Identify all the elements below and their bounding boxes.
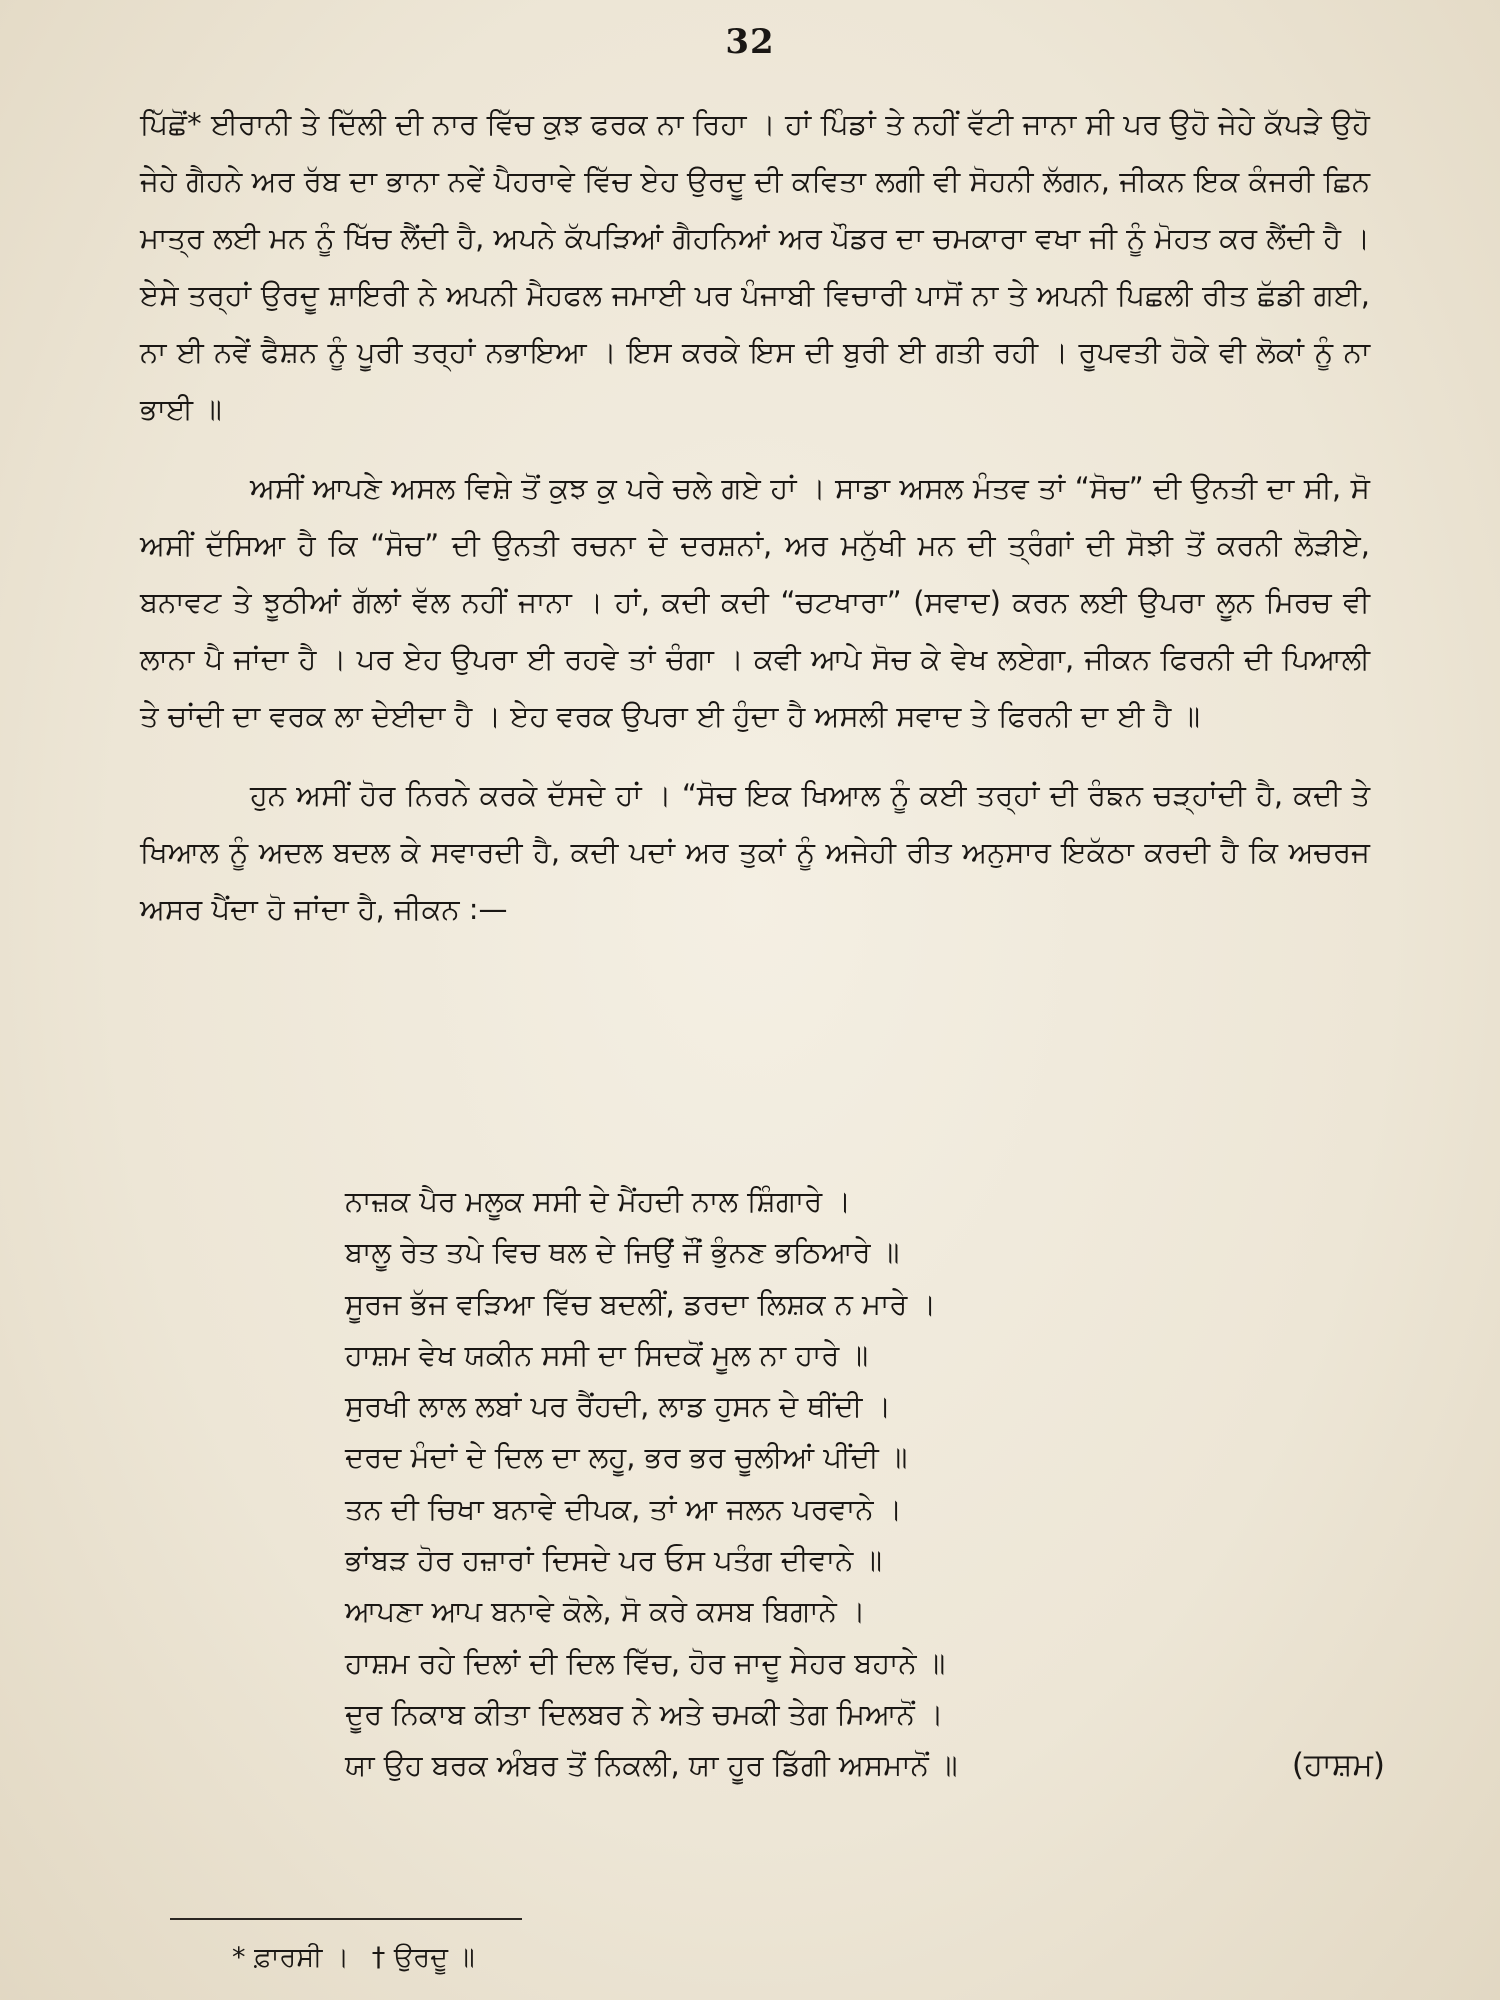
verse-line: ਭਾਂਬੜ ਹੋਰ ਹਜ਼ਾਰਾਂ ਦਿਸਦੇ ਪਰ ਓਸ ਪਤੰਗ ਦੀਵਾਨੇ ॥ — [345, 1543, 883, 1578]
paragraph-1: ਪਿੱਛੋਂ* ਈਰਾਨੀ ਤੇ ਦਿੱਲੀ ਦੀ ਨਾਰ ਵਿੱਚ ਕੁਝ ਫਰਕ ਨਾ ਰਿਹਾ । ਹਾਂ ਪਿੰਡਾਂ ਤੇ ਨਹੀਂ ਵੱਟੀ ਜਾਨਾ ਸੀ ਪਰ ਉਹੋ ਜੇਹੇ ਕੱਪੜੇ ਉਹੋ ਜੇਹੇ ਗੈਹਨੇ ਅਰ ਰੱਬ ਦਾ ਭਾਨਾ ਨਵੇਂ ਪੈਹਰਾਵੇ ਵਿੱਚ ਏਹ ਉਰਦੂ ਦੀ ਕਵਿਤਾ ਲਗੀ ਵੀ ਸੋਹਨੀ ਲੱਗਨ, ਜੀਕਨ ਇਕ ਕੰਜਰੀ ਛਿਨ ਮਾਤ੍ਰ ਲਈ ਮਨ ਨੂੰ ਖਿੱਚ ਲੈਂਦੀ ਹੈ, ਅਪਨੇ ਕੱਪੜਿਆਂ ਗੈਹਨਿਆਂ ਅਰ ਪੌਡਰ ਦਾ ਚਮਕਾਰਾ ਵਖਾ ਜੀ ਨੂੰ ਮੋਹਤ ਕਰ ਲੈਂਦੀ ਹੈ । ਏਸੇ ਤਰ੍ਹਾਂ ਉਰਦੂ ਸ਼ਾਇਰੀ ਨੇ ਅਪਨੀ ਮੈਹਫਲ ਜਮਾਈ ਪਰ ਪੰਜਾਬੀ ਵਿਚਾਰੀ ਪਾਸੋਂ ਨਾ ਤੇ ਅਪਨੀ ਪਿਛਲੀ ਰੀਤ ਛੱਡੀ ਗਈ, ਨਾ ਈ ਨਵੇਂ ਫੈਸ਼ਨ ਨੂੰ ਪੂਰੀ ਤਰ੍ਹਾਂ ਨਭਾਇਆ । ਇਸ ਕਰਕੇ ਇਸ ਦੀ ਬੁਰੀ ਈ ਗਤੀ ਰਹੀ । ਰੂਪਵਤੀ ਹੋਕੇ ਵੀ ਲੋਕਾਂ ਨੂੰ ਨਾ ਭਾਈ ॥ — [140, 107, 1370, 426]
verse-line: ਦੂਰ ਨਿਕਾਬ ਕੀਤਾ ਦਿਲਬਰ ਨੇ ਅਤੇ ਚਮਕੀ ਤੇਗ ਮਿਆਨੋਂ । — [345, 1696, 944, 1731]
verse-line: ਦਰਦ ਮੰਦਾਂ ਦੇ ਦਿਲ ਦਾ ਲਹੂ, ਭਰ ਭਰ ਚੂਲੀਆਂ ਪੀਂਦੀ ॥ — [345, 1440, 908, 1475]
paragraph-3: ਹੁਨ ਅਸੀਂ ਹੋਰ ਨਿਰਨੇ ਕਰਕੇ ਦੱਸਦੇ ਹਾਂ । “ਸੋਚ ਇਕ ਖਿਆਲ ਨੂੰ ਕਈ ਤਰ੍ਹਾਂ ਦੀ ਰੰਙਨ ਚੜ੍ਹਾਂਦੀ ਹੈ, ਕਦੀ ਤੇ ਖਿਆਲ ਨੂੰ ਅਦਲ ਬਦਲ ਕੇ ਸਵਾਰਦੀ ਹੈ, ਕਦੀ ਪਦਾਂ ਅਰ ਤੁਕਾਂ ਨੂੰ ਅਜੇਹੀ ਰੀਤ ਅਨੁਸਾਰ ਇਕੱਠਾ ਕਰਦੀ ਹੈ ਕਿ ਅਚਰਜ ਅਸਰ ਪੈਂਦਾ ਹੋ ਜਾਂਦਾ ਹੈ, ਜੀਕਨ :— — [140, 778, 1370, 926]
verse-line: ਬਾਲੂ ਰੇਤ ਤਪੇ ਵਿਚ ਥਲ ਦੇ ਜਿਉਂ ਜੌਂ ਭੁੰਨਣ ਭਠਿਆਰੇ ॥ — [345, 1235, 900, 1270]
verse-line: ਆਪਣਾ ਆਪ ਬਨਾਵੇ ਕੋਲੇ, ਸੋ ਕਰੇ ਕਸਬ ਬਿਗਾਨੇ । — [345, 1594, 866, 1629]
verse-line: ਸੁਰਖੀ ਲਾਲ ਲਬਾਂ ਪਰ ਰੈਂਹਦੀ, ਲਾਡ ਹੁਸਨ ਦੇ ਥੀਂਦੀ । — [345, 1389, 892, 1424]
verse-line: ਹਾਸ਼ਮ ਵੇਖ ਯਕੀਨ ਸਸੀ ਦਾ ਸਿਦਕੋਂ ਮੂਲ ਨਾ ਹਾਰੇ ॥ — [345, 1337, 869, 1372]
page-number: 32 — [725, 22, 775, 62]
paragraph-2: ਅਸੀਂ ਆਪਣੇ ਅਸਲ ਵਿਸ਼ੇ ਤੋਂ ਕੁਝ ਕੁ ਪਰੇ ਚਲੇ ਗਏ ਹਾਂ । ਸਾਡਾ ਅਸਲ ਮੰਤਵ ਤਾਂ “ਸੋਚ” ਦੀ ਉਨਤੀ ਦਾ ਸੀ, ਸੋ ਅਸੀਂ ਦੱਸਿਆ ਹੈ ਕਿ “ਸੋਚ” ਦੀ ਉਨਤੀ ਰਚਨਾ ਦੇ ਦਰਸ਼ਨਾਂ, ਅਰ ਮਨੁੱਖੀ ਮਨ ਦੀ ਤ੍ਰੰਗਾਂ ਦੀ ਸੋਝੀ ਤੋਂ ਕਰਨੀ ਲੋੜੀਏ, ਬਨਾਵਟ ਤੇ ਝੂਠੀਆਂ ਗੱਲਾਂ ਵੱਲ ਨਹੀਂ ਜਾਨਾ । ਹਾਂ, ਕਦੀ ਕਦੀ “ਚਟਖਾਰਾ” (ਸਵਾਦ) ਕਰਨ ਲਈ ਉਪਰਾ ਲੂਨ ਮਿਰਚ ਵੀ ਲਾਨਾ ਪੈ ਜਾਂਦਾ ਹੈ । ਪਰ ਏਹ ਉਪਰਾ ਈ ਰਹਵੇ ਤਾਂ ਚੰਗਾ । ਕਵੀ ਆਪੇ ਸੋਚ ਕੇ ਵੇਖ ਲਏਗਾ, ਜੀਕਨ ਫਿਰਨੀ ਦੀ ਪਿਆਲੀ ਤੇ ਚਾਂਦੀ ਦਾ ਵਰਕ ਲਾ ਦੇਈਦਾ ਹੈ । ਏਹ ਵਰਕ ਉਪਰਾ ਈ ਹੁੰਦਾ ਹੈ ਅਸਲੀ ਸਵਾਦ ਤੇ ਫਿਰਨੀ ਦਾ ਈ ਹੈ ॥ — [140, 471, 1370, 733]
footnote-farsi: * ਫ਼ਾਰਸੀ । — [232, 1942, 350, 1973]
verse-line: ਤਨ ਦੀ ਚਿਖਾ ਬਨਾਵੇ ਦੀਪਕ, ਤਾਂ ਆ ਜਲਨ ਪਰਵਾਨੇ । — [345, 1491, 903, 1526]
footnote-urdu: † ਉਰਦੂ ॥ — [371, 1942, 475, 1973]
footnotes — [232, 1938, 475, 1978]
body-text — [140, 96, 1370, 938]
verse-line: ਸੂਰਜ ਭੱਜ ਵੜਿਆ ਵਿੱਚ ਬਦਲੀਂ, ਡਰਦਾ ਲਿਸ਼ਕ ਨ ਮਾਰੇ । — [345, 1286, 937, 1321]
verse-line: ਹਾਸ਼ਮ ਰਹੇ ਦਿਲਾਂ ਦੀ ਦਿਲ ਵਿੱਚ, ਹੋਰ ਜਾਦੂ ਸੇਹਰ ਬਹਾਨੇ ॥ — [345, 1645, 946, 1680]
verse-line: ਨਾਜ਼ਕ ਪੈਰ ਮਲੂਕ ਸਸੀ ਦੇ ਮੈਂਹਦੀ ਨਾਲ ਸ਼ਿੰਗਾਰੇ । — [345, 1184, 852, 1218]
verse-block — [345, 1176, 1385, 1792]
verse-attribution: (ਹਾਸ਼ਮ) — [1291, 1747, 1385, 1784]
verse-line: ਯਾ ਉਹ ਬਰਕ ਅੰਬਰ ਤੋਂ ਨਿਕਲੀ, ਯਾ ਹੂਰ ਡਿੱਗੀ ਅਸਮਾਨੋਂ ॥ — [345, 1748, 958, 1783]
footnote-divider — [170, 1918, 522, 1920]
